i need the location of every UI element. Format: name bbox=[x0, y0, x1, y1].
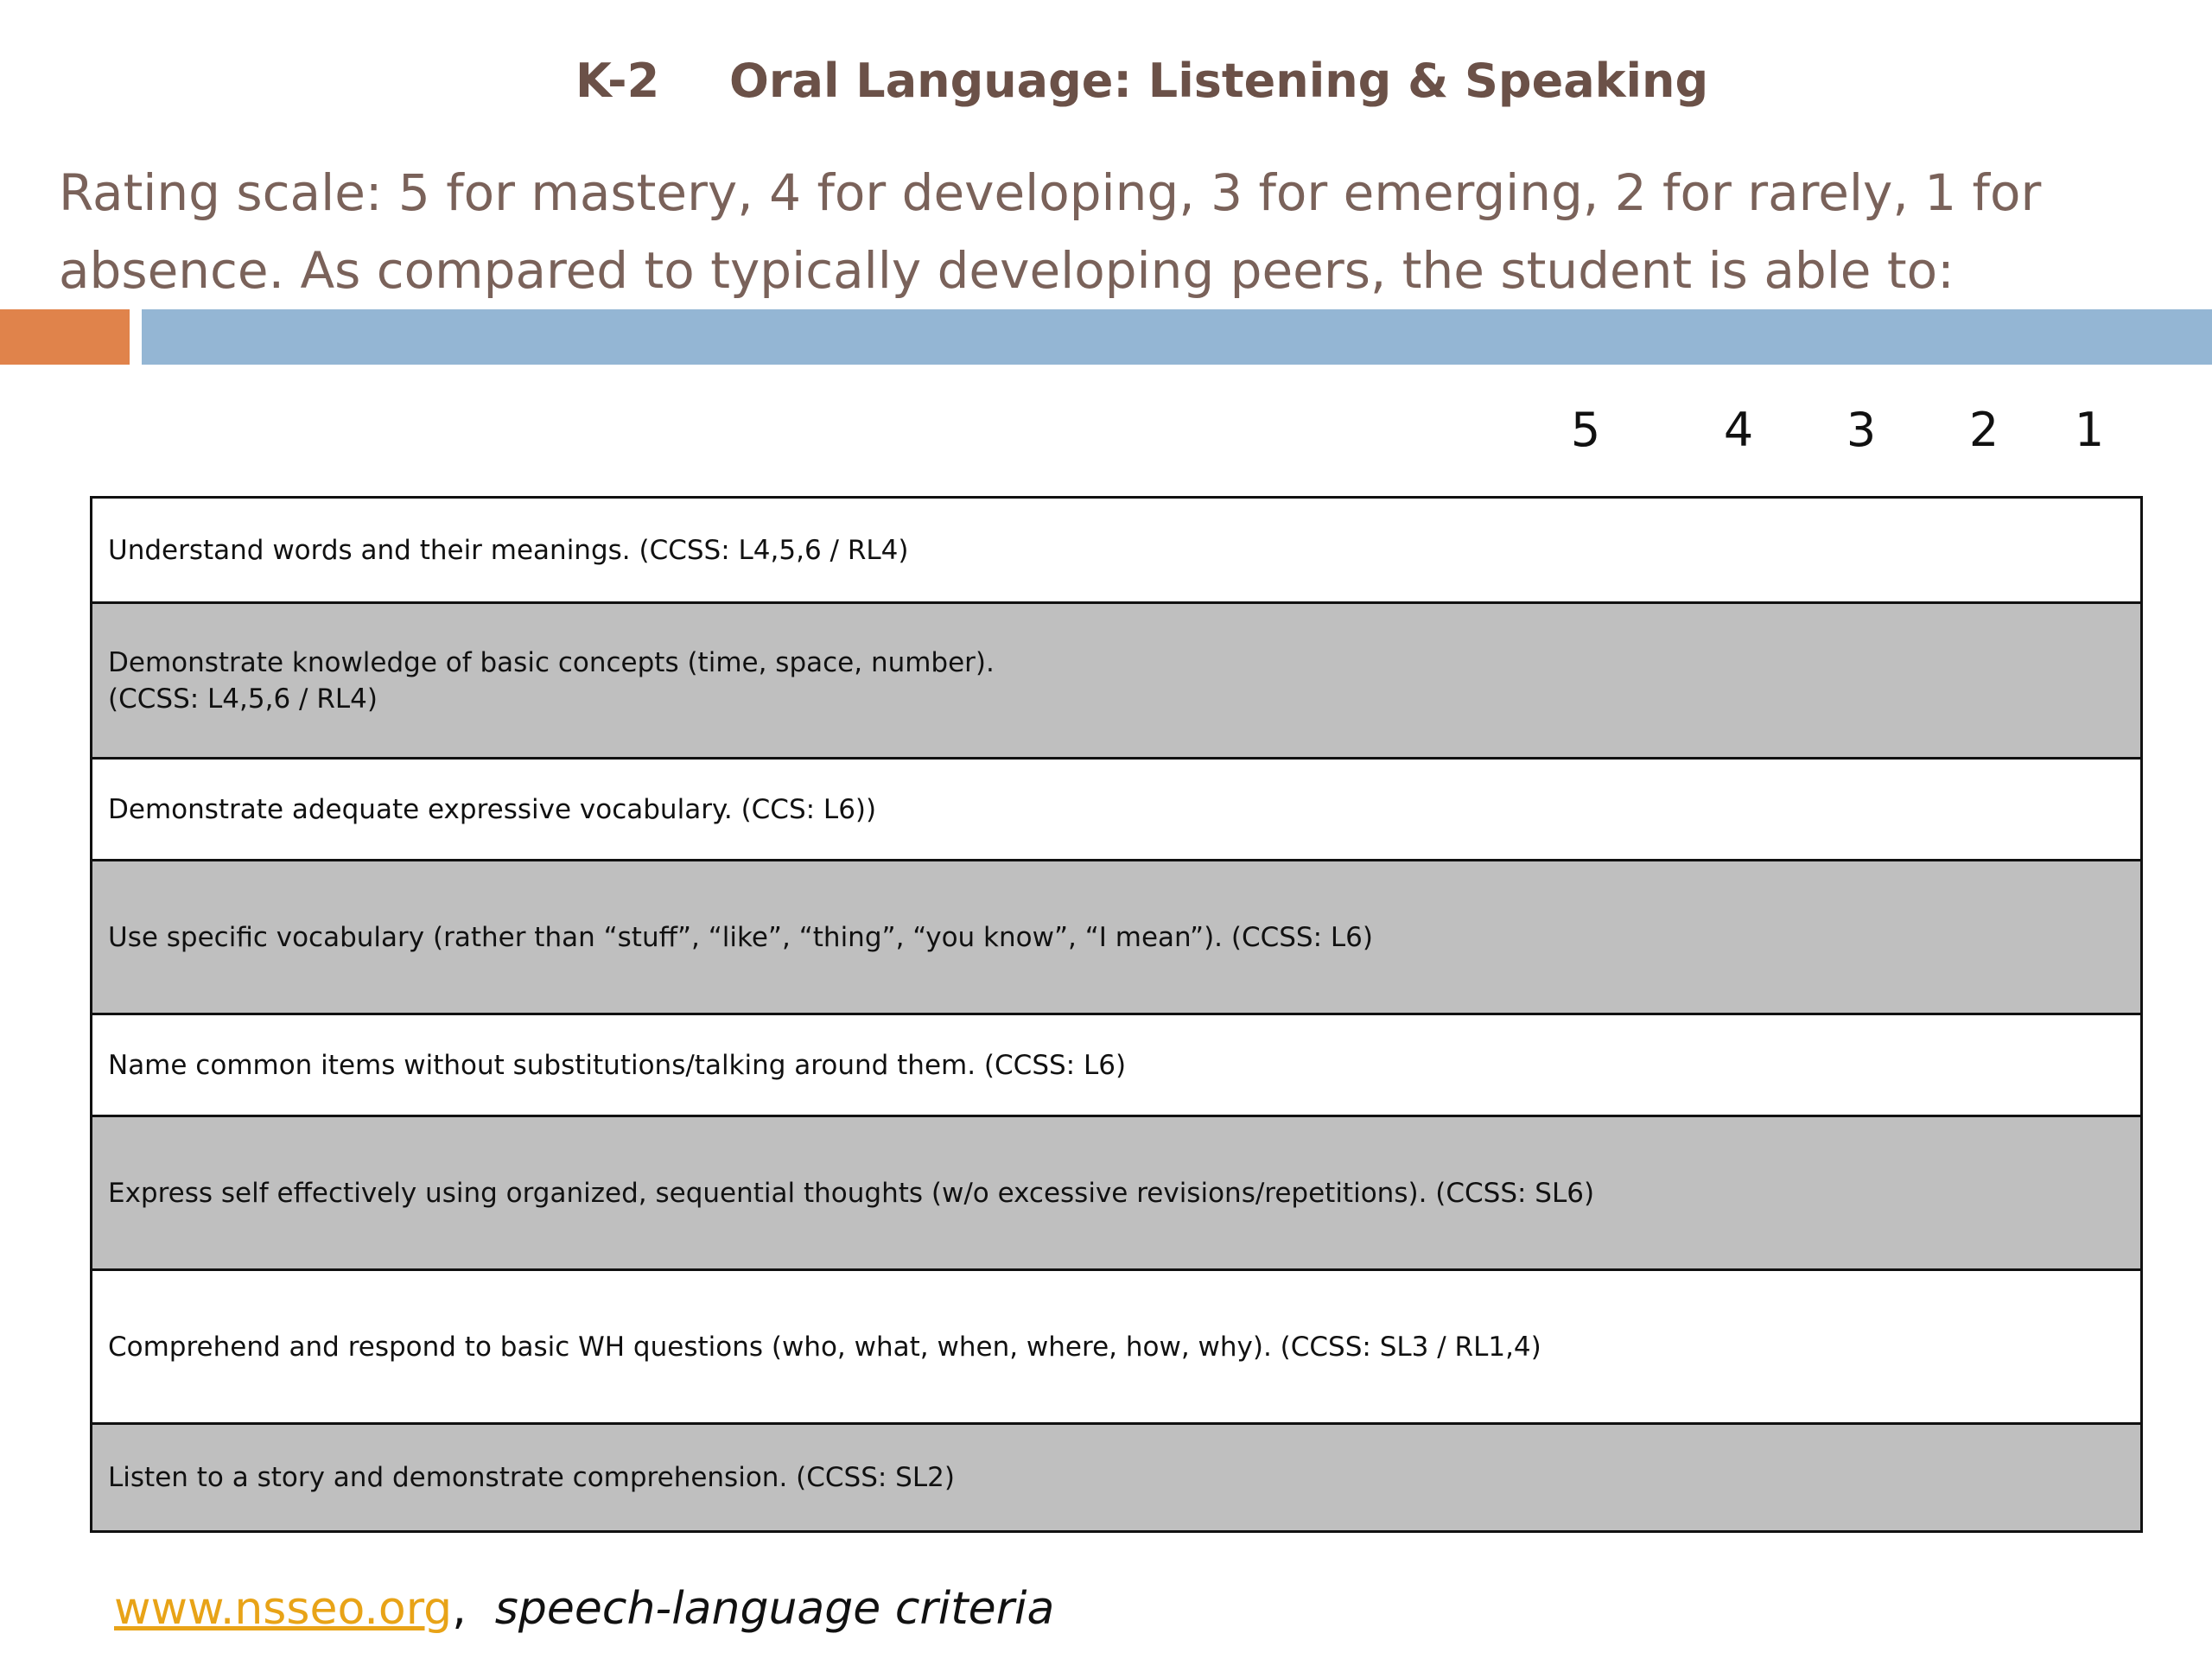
grade-label: K-2 bbox=[575, 54, 660, 108]
rating-scale-instructions bbox=[59, 154, 2167, 309]
criteria-line: Express self effectively using organized, sequential thoughts (w/o excessive revisions/repetitions). (CCSS: SL6) bbox=[108, 1177, 1595, 1209]
criteria-text bbox=[108, 1329, 1541, 1365]
nsseo-link[interactable]: www.nsseo.org bbox=[114, 1583, 453, 1635]
criteria-text bbox=[108, 532, 908, 569]
criteria-text bbox=[108, 1175, 1594, 1211]
subject-title: Oral Language: Listening & Speaking bbox=[729, 54, 1709, 108]
criteria-row bbox=[92, 1115, 2140, 1268]
criteria-line: (CCSS: L4,5,6 / RL4) bbox=[108, 683, 378, 715]
footer-caption: speech-language criteria bbox=[494, 1583, 1055, 1635]
scale-label-4: 4 bbox=[1723, 403, 1754, 457]
criteria-row bbox=[92, 499, 2140, 601]
criteria-line: Comprehend and respond to basic WH questions (who, what, when, where, how, why). (CCSS: SL3 / RL1,4) bbox=[108, 1331, 1541, 1363]
criteria-row bbox=[92, 1013, 2140, 1115]
accent-bar-blue bbox=[142, 309, 2212, 365]
criteria-line: Listen to a story and demonstrate comprehension. (CCSS: SL2) bbox=[108, 1462, 955, 1493]
footer-separator: , bbox=[452, 1583, 467, 1635]
criteria-line: Understand words and their meanings. (CCSS: L4,5,6 / RL4) bbox=[108, 534, 909, 566]
criteria-row bbox=[92, 601, 2140, 757]
criteria-text bbox=[108, 1047, 1126, 1084]
accent-bar-orange bbox=[0, 309, 130, 365]
criteria-table bbox=[90, 496, 2143, 1533]
scale-label-1: 1 bbox=[2074, 403, 2105, 457]
footer bbox=[114, 1583, 1054, 1635]
criteria-text bbox=[108, 1459, 955, 1496]
criteria-line: Demonstrate knowledge of basic concepts (time, space, number). bbox=[108, 646, 995, 678]
scale-label-2: 2 bbox=[1968, 403, 1999, 457]
criteria-row bbox=[92, 1422, 2140, 1530]
criteria-line: Name common items without substitutions/talking around them. (CCSS: L6) bbox=[108, 1049, 1127, 1081]
criteria-row bbox=[92, 1268, 2140, 1422]
scale-label-5: 5 bbox=[1570, 403, 1601, 457]
criteria-row bbox=[92, 757, 2140, 859]
criteria-text bbox=[108, 791, 876, 828]
scale-label-3: 3 bbox=[1846, 403, 1877, 457]
criteria-row bbox=[92, 859, 2140, 1013]
criteria-line: Demonstrate adequate expressive vocabulary. (CCS: L6)) bbox=[108, 793, 877, 825]
criteria-text bbox=[108, 919, 1373, 956]
criteria-line: Use specific vocabulary (rather than “stuff”, “like”, “thing”, “you know”, “I mean”). (CCSS: L6) bbox=[108, 921, 1373, 953]
instructions-line-1: Rating scale: 5 for mastery, 4 for developing, 3 for emerging, 2 for rarely, 1 for bbox=[59, 163, 2042, 222]
instructions-line-2: absence. As compared to typically developing peers, the student is able to: bbox=[59, 241, 1955, 300]
criteria-text bbox=[108, 645, 995, 717]
